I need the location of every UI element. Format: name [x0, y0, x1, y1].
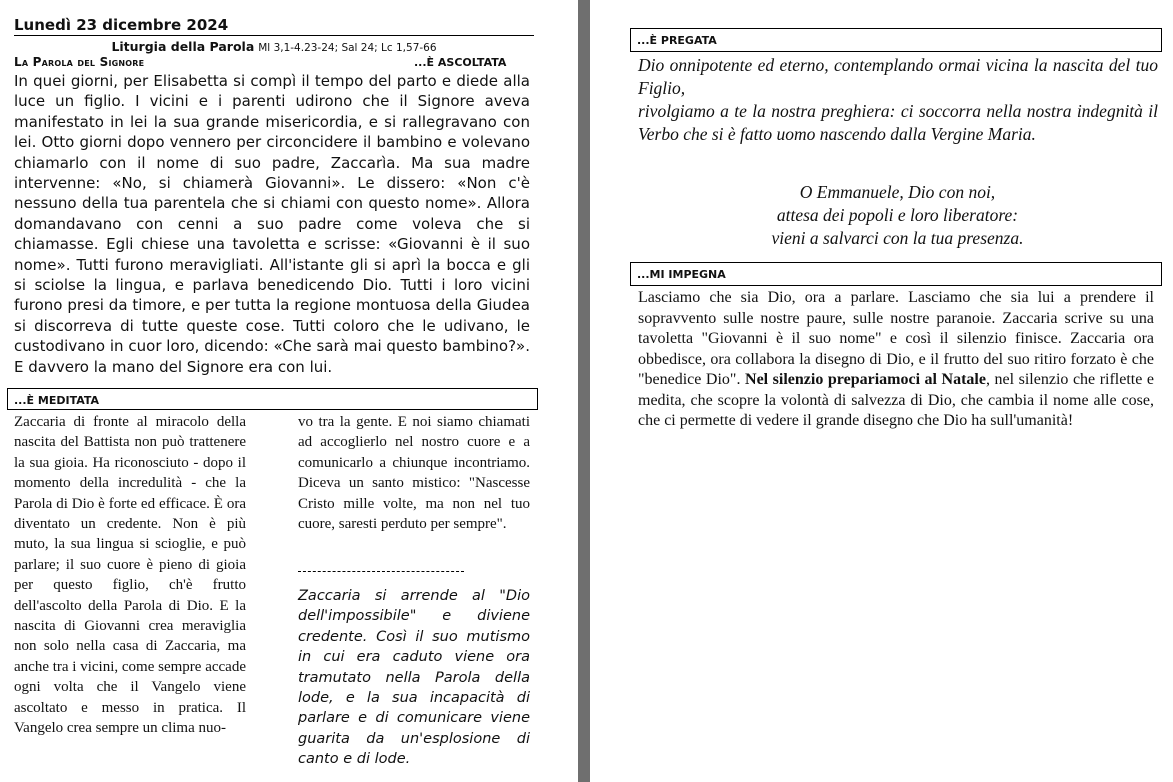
pregata-label: ...È PREGATA	[637, 34, 717, 47]
liturgia-line	[0, 39, 548, 54]
header-rule	[14, 35, 534, 36]
impegna-text	[638, 288, 1154, 432]
meditata-label: ...È MEDITATA	[14, 394, 100, 407]
antiphon-line-1: O Emmanuele, Dio con noi,	[799, 182, 996, 202]
meditata-column-2: vo tra la gente. E noi siamo chiamati ad accoglierlo nel nostro cuore e a comunicarlo a chiunque incontriamo. Diceva un santo mistico: "Nascesse Cristo mille volte, ma non nel tuo cuore, saresti perduto per sempre".	[298, 414, 530, 533]
parola-label: La Parola del Signore	[14, 55, 145, 69]
antiphon-line-3: vieni a salvarci con la tua presenza.	[771, 228, 1024, 248]
impegna-label: ...MI IMPEGNA	[637, 268, 726, 281]
prayer-paragraph-1: Dio onnipotente ed eterno, contemplando ormai vicina la nascita del tuo Figlio,	[638, 55, 1158, 98]
impegna-bold-text: Nel silenzio prepariamoci al Natale	[745, 371, 986, 388]
prayer-text	[638, 54, 1158, 146]
liturgia-label: Liturgia della Parola	[111, 39, 255, 54]
antiphon	[640, 181, 1155, 250]
impegna-text-end: , nel silenzio che riflette e medita, che scopre la volontà di salvezza di Dio, che cambia il nome alle cose, che ci permette di vedere il grande disegno che Dio ha sull'umanità!	[638, 371, 1154, 429]
prayer-paragraph-2: rivolgiamo a te la nostra preghiera: ci soccorra nella nostra indegnità il Verbo che si è fatto uomo nascendo dalla Vergine Maria.	[638, 101, 1158, 144]
dashed-separator	[298, 571, 464, 572]
pregata-header	[630, 28, 1162, 52]
liturgia-refs: Ml 3,1-4.23-24; Sal 24; Lc 1,57-66	[258, 42, 437, 54]
meditata-header	[7, 388, 538, 410]
antiphon-line-2: attesa dei popoli e loro liberatore:	[776, 205, 1019, 225]
left-page	[0, 0, 578, 782]
meditata-italic-text: Zaccaria si arrende al "Dio dell'impossibile" e diviene credente. Così il suo mutismo in cui era caduto viene ora tramutato nella Parola della lode, e la sua incapacità di parlare e di comunicare viene guarita da un'esplosione di canto e di lode.	[298, 588, 530, 768]
impegna-header	[630, 262, 1162, 286]
page-gutter	[578, 0, 590, 782]
meditata-column-1: Zaccaria di fronte al miracolo della nascita del Battista non può trattenere la sua gioia. Ha riconosciuto - dopo il momento della incredulità - che la Parola di Dio è forte ed efficace. È ora diventato un credente. Non è più muto, la sua lingua si scioglie, e può parlare; il suo cuore è pieno di gioia per questo figlio, ch'è frutto dell'ascolto della Parola di Dio. E la nascita di Giovanni crea meraviglia non solo nella casa di Zaccaria, ma anche tra i vicini, come sempre accade ogni volta che il Vangelo viene ascoltato e messo in pratica. Il Vangelo crea sempre un clima nuo-	[14, 414, 246, 737]
date-heading: Lunedì 23 dicembre 2024	[14, 16, 229, 34]
ascoltata-label: ...È ASCOLTATA	[414, 56, 507, 69]
gospel-text: In quei giorni, per Elisabetta si compì il tempo del parto e diede alla luce un figlio. I vicini e i parenti udirono che il Signore aveva manifestato in lei la sua grande misericordia, e si rallegravano con lei. Otto giorni dopo vennero per circoncidere il bambino e volevano chiamarlo con il nome di suo padre, Zaccarìa. Ma sua madre intervenne: «No, si chiamerà Giovanni». Le dissero: «Non c'è nessuno della tua parentela che si chiami con questo nome». Allora domandavano con cenni a suo padre come voleva che si chiamasse. Egli chiese una tavoletta e scrisse: «Giovanni è il suo nome». Tutti furono meravigliati. All'istante gli si aprì la bocca e gli si sciolse la lingua, e parlava benedicendo Dio. Tutti i loro vicini furono presi da timore, e per tutta la regione montuosa della Giudea si discorreva di tutte queste cose. Tutti coloro che le udivano, le custodivano in cuor loro, dicendo: «Che sarà mai questo bambino?». E davvero la mano del Signore era con lui.	[14, 72, 530, 376]
impegna-text-start: Lasciamo che sia Dio, ora a parlare. Lasciamo che sia lui a prendere il sopravvento sulle nostre paure, sulle nostre paranoie. Zaccaria scrive su una tavoletta "Giovanni è il suo nome" e così il silenzio finisce. Zaccaria ora obbedisce, ora collabora la disegno di Dio, e il frutto del suo ritiro forzato è che "benedice Dio".	[638, 289, 1154, 388]
